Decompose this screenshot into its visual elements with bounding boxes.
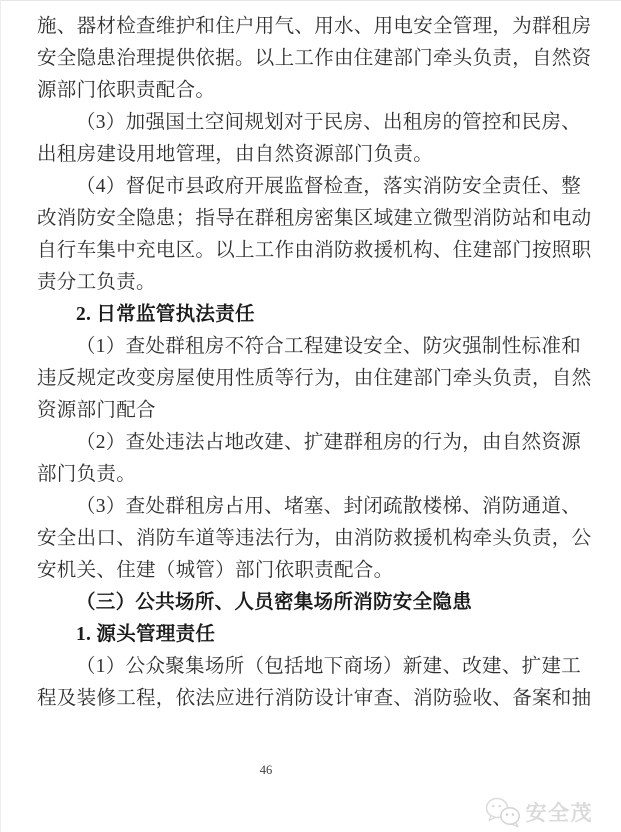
text-line: （3）加强国土空间规划对于民房、出租房的管控和民房、 — [76, 112, 582, 133]
text-line: （1）查处群租房不符合工程建设安全、防灾强制性标准和 — [76, 336, 582, 357]
text-line: 1. 源头管理责任 — [76, 624, 216, 645]
watermark — [485, 796, 594, 828]
text-line: 改消防安全隐患；指导在群租房密集区域建立微型消防站和电动 — [37, 208, 592, 229]
page-number: 46 — [259, 763, 273, 777]
text-line: 源部门依职责配合。 — [37, 80, 216, 101]
text-line: （三）公共场所、人员密集场所消防安全隐患 — [76, 592, 473, 613]
text-line: 违反规定改变房屋使用性质等行为，由住建部门牵头负责，自然 — [37, 368, 592, 389]
text-line: 自行车集中充电区。以上工作由消防救援机构、住建部门按照职 — [37, 240, 592, 261]
text-line: 安全出口、消防车道等违法行为，由消防救援机构牵头负责，公 — [37, 528, 592, 549]
text-line: 安机关、住建（城管）部门依职责配合。 — [37, 560, 394, 581]
text-line: 资源部门配合 — [37, 400, 156, 421]
text-line: 出租房建设用地管理，由自然资源部门负责。 — [37, 144, 434, 165]
text-line: 程及装修工程，依法应进行消防设计审查、消防验收、备案和抽 — [37, 688, 592, 709]
text-line: （3）查处群租房占用、堵塞、封闭疏散楼梯、消防通道、 — [76, 496, 582, 517]
wechat-bubbles-icon — [485, 796, 521, 828]
text-line: 责分工负责。 — [37, 272, 156, 293]
text-line: 2. 日常监管执法责任 — [76, 304, 255, 325]
document-body — [37, 11, 593, 715]
text-line: 安全隐患治理提供依据。以上工作由住建部门牵头负责，自然资 — [37, 48, 592, 69]
text-line: （2）查处违法占地改建、扩建群租房的行为，由自然资源 — [76, 432, 582, 453]
text-line: 部门负责。 — [37, 464, 137, 485]
text-line: 施、器材检查维护和住户用气、用水、用电安全管理，为群租房 — [37, 16, 592, 37]
text-line: （4）督促市县政府开展监督检查，落实消防安全责任、整 — [76, 176, 582, 197]
watermark-label: 安全茂 — [525, 802, 593, 825]
text-line: （1）公众聚集场所（包括地下商场）新建、改建、扩建工 — [76, 656, 582, 677]
